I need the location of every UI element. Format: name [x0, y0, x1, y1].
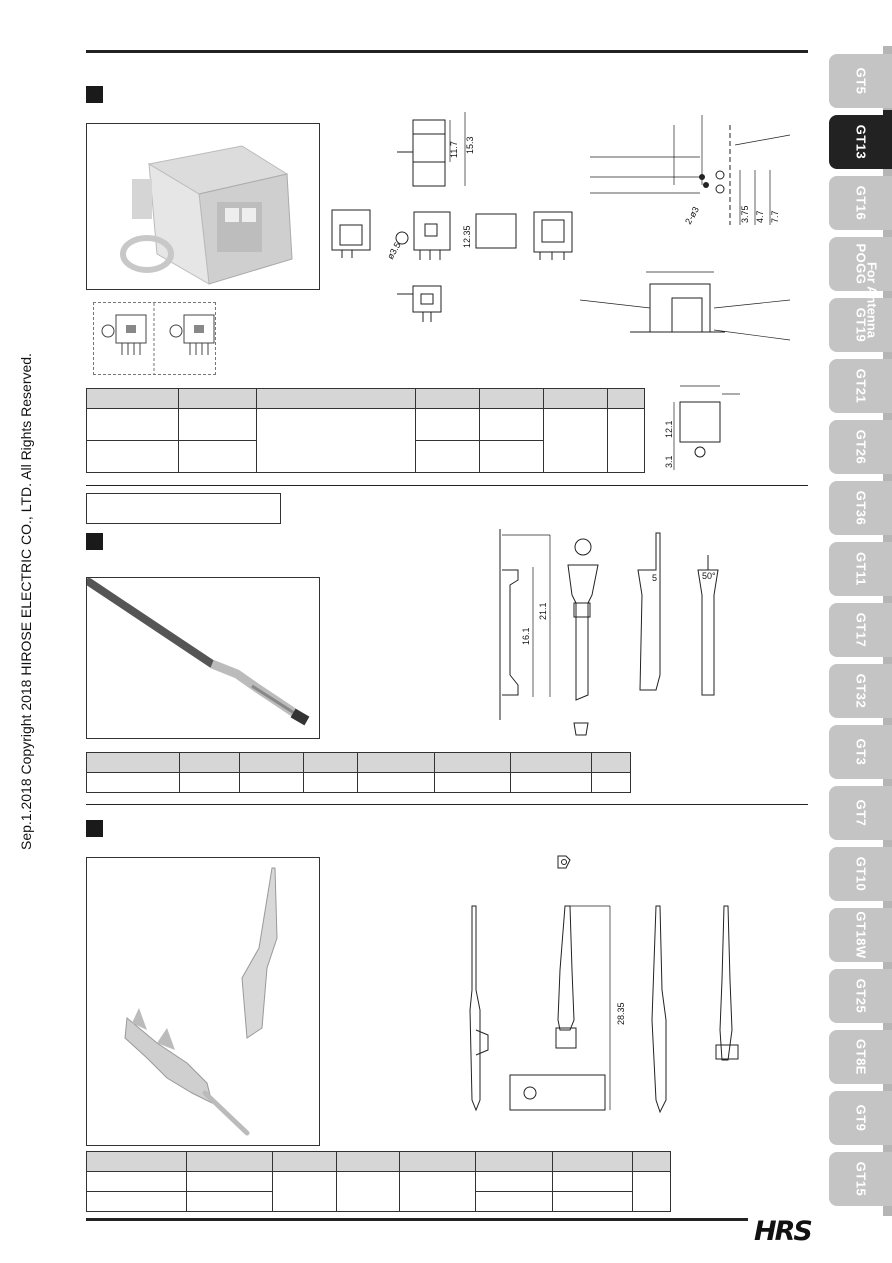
tab-gt3[interactable]: GT3 [829, 725, 892, 779]
dim-5: 5 [652, 573, 658, 583]
section-divider-2 [86, 804, 808, 805]
dim-11-7: 11.7 [449, 141, 459, 158]
table-header-row [87, 1152, 671, 1172]
pin-contact-drawing [460, 900, 750, 1115]
tab-gt21[interactable]: GT21 [829, 359, 892, 413]
header-bottom-drawing [395, 282, 455, 327]
pin-contacts-image [87, 858, 319, 1145]
bottom-rule [86, 1218, 748, 1221]
dim-15-3: 15.3 [465, 136, 475, 154]
dim-3-1: 3.1 [664, 455, 674, 468]
header-front-drawing [395, 112, 485, 192]
hrs-logo: HRS [754, 1216, 811, 1247]
tab-gt5[interactable]: GT5 [829, 54, 892, 108]
socket-contact-drawing [488, 525, 738, 750]
socket-spec-table [86, 752, 631, 793]
tab-gt26[interactable]: GT26 [829, 420, 892, 474]
section-marker-header [86, 86, 103, 103]
top-rule [86, 50, 808, 53]
tab-gt19[interactable]: GT19 [829, 298, 892, 352]
header-connector-image [87, 124, 319, 289]
dim-21-1: 21.1 [538, 602, 548, 620]
tab-gt16[interactable]: GT16 [829, 176, 892, 230]
tab-gt7[interactable]: GT7 [829, 786, 892, 840]
note-box [86, 493, 281, 524]
tab-pogg[interactable]: POGG [829, 237, 892, 291]
section-marker-socket [86, 533, 103, 550]
copyright-notice: Sep.1.2018 Copyright 2018 HIROSE ELECTRIC CO., LTD. All Rights Reserved. [18, 353, 34, 850]
pin-spec-table [86, 1151, 671, 1212]
pin-contact-photo [86, 857, 320, 1146]
dim-4-7: 4.7 [755, 210, 765, 223]
table-header-row [87, 753, 631, 773]
dim-12-35: 12.35 [462, 225, 472, 248]
dim-2-3: 2-ø3 [683, 204, 701, 226]
tab-gt15[interactable]: GT15 [829, 1152, 892, 1206]
tab-gt36[interactable]: GT36 [829, 481, 892, 535]
tab-gt18w[interactable]: GT18W [829, 908, 892, 962]
tab-gt11[interactable]: GT11 [829, 542, 892, 596]
tab-gt17[interactable]: GT17 [829, 603, 892, 657]
crimped-wire-image [87, 578, 319, 738]
table-header-row [87, 389, 645, 409]
dim-3-75: 3.75 [740, 205, 750, 223]
dim-hole-3-5: ø3.5 [385, 240, 403, 261]
tab-gt25[interactable]: GT25 [829, 969, 892, 1023]
table-row [87, 773, 631, 793]
series-tabs [829, 46, 892, 1216]
pcb-layout-drawing [590, 115, 800, 235]
mount-small-drawing [660, 380, 750, 475]
tab-gt9[interactable]: GT9 [829, 1091, 892, 1145]
dim-7-7: 7.7 [770, 210, 780, 223]
dim-16-1: 16.1 [521, 627, 531, 645]
tab-gt13[interactable]: GT13 [829, 115, 892, 169]
dim-50-deg: 50° [702, 571, 716, 581]
section-marker-pin [86, 820, 103, 837]
mating-side-drawing [580, 268, 800, 348]
dim-28-35: 28.35 [616, 1002, 626, 1025]
section-divider-1 [86, 485, 808, 486]
header-photo [86, 123, 320, 290]
tab-gt32[interactable]: GT32 [829, 664, 892, 718]
for-antenna-label: For Antenna [864, 261, 880, 339]
pin-marker-icon [556, 854, 576, 870]
header-variant-thumbs [93, 302, 216, 375]
table-row [87, 1172, 671, 1192]
header-spec-table [86, 388, 645, 473]
socket-contact-photo [86, 577, 320, 739]
dim-12-1: 12.1 [664, 420, 674, 438]
table-row [87, 409, 645, 441]
header-views-drawing [330, 200, 600, 270]
tab-gt10[interactable]: GT10 [829, 847, 892, 901]
tab-gt8e[interactable]: GT8E [829, 1030, 892, 1084]
